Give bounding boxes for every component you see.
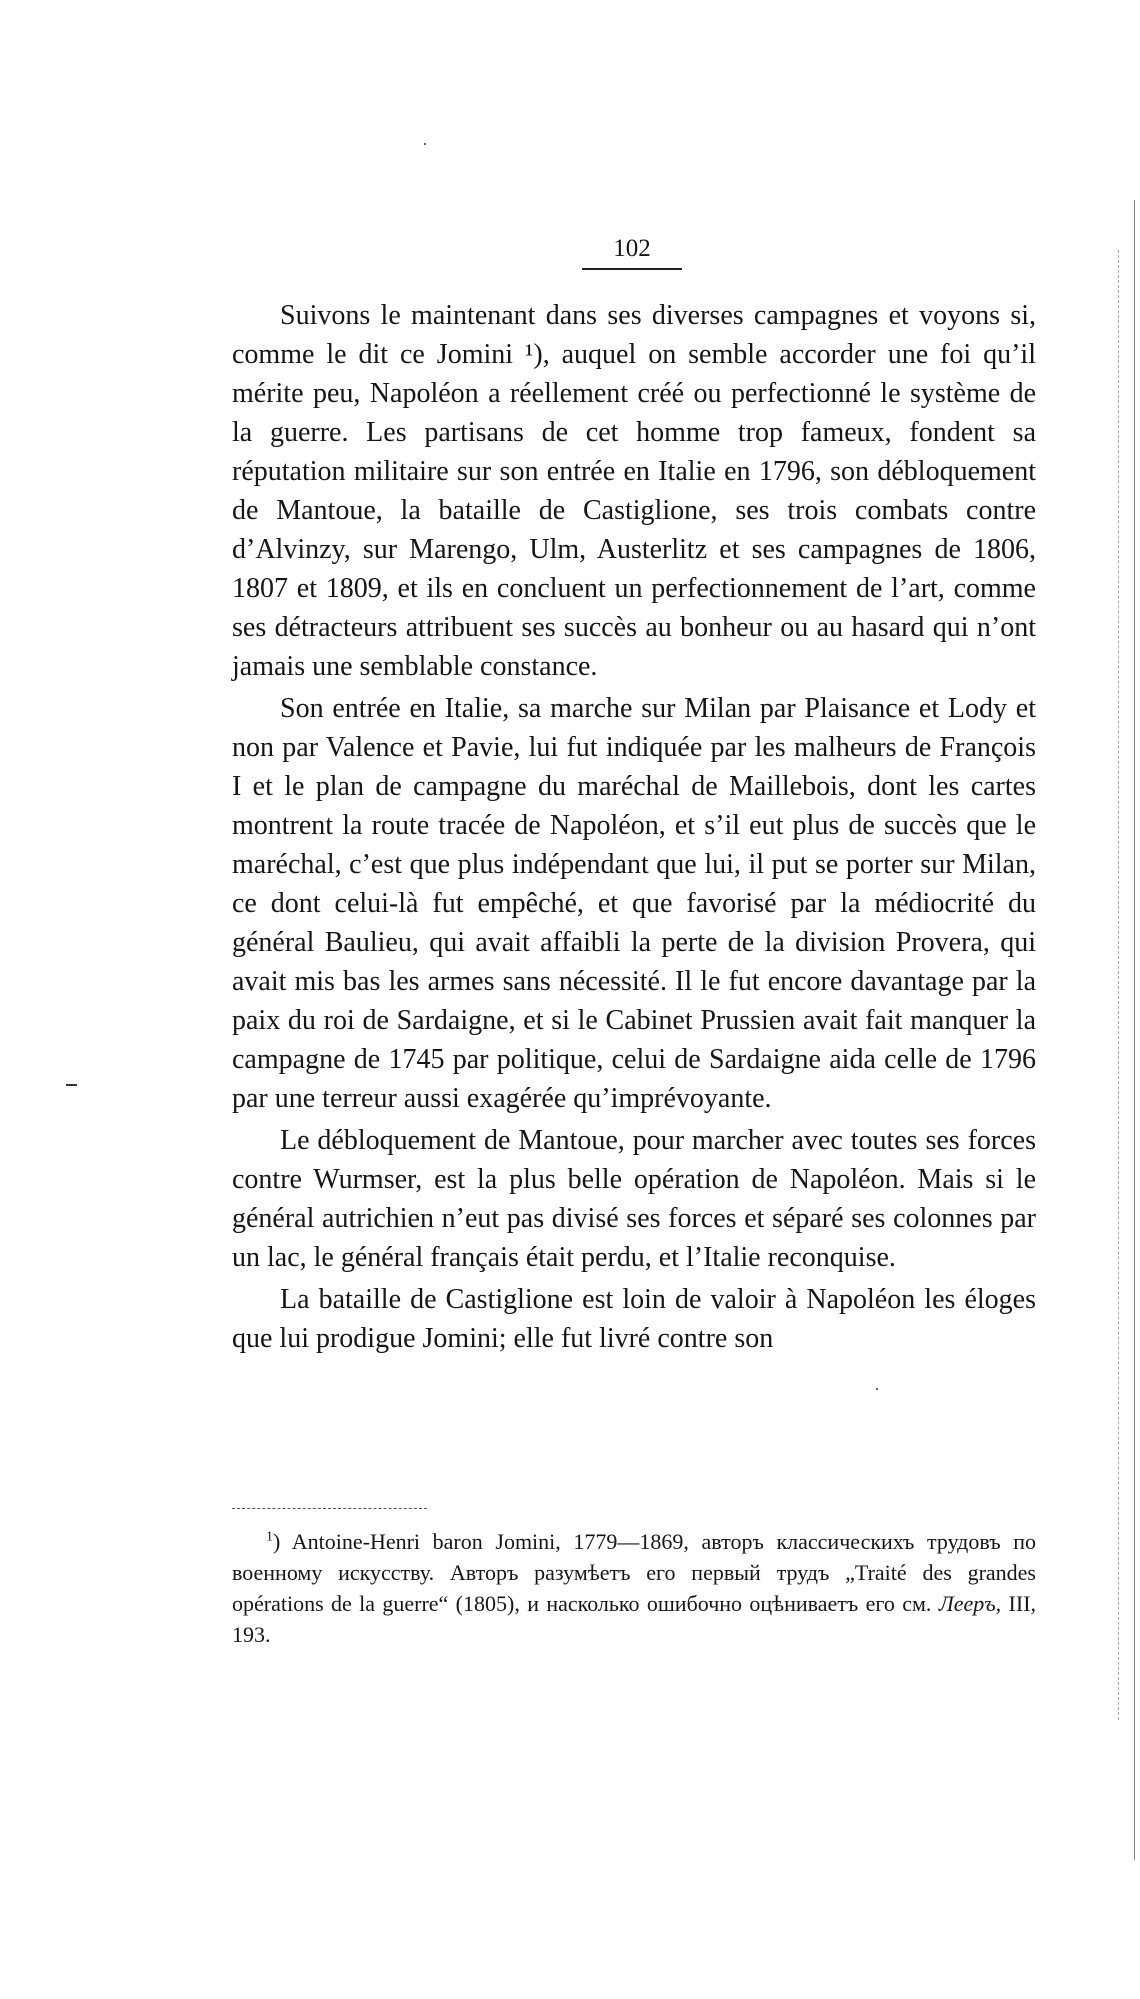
margin-mark [66,1084,77,1086]
scan-speck [424,143,426,145]
scan-speck [876,1388,878,1390]
page-number: 102 [613,235,651,262]
footnote-marker: 1 [266,1529,273,1545]
footnote-author: Лееръ, [938,1591,1002,1616]
paragraph: Suivons le maintenant dans ses diverses campagnes et voyons si, comme le dit ce Jomini ¹), auquel on semble accorder une foi qu’il mérite peu, Napoléon a réellement créé ou perfectionné le système de la guerre. Les partisans de cet homme trop fameux, fondent sa réputation militaire sur son entrée en Italie en 1796, son débloquement de Mantoue, la bataille de Castiglione, ses trois combats contre d’Alvinzy, sur Marengo, Ulm, Austerlitz et ses campagnes de 1806, 1807 et 1809, et ils en concluent un perfectionnement de l’art, comme ses détracteurs attribuent ses succès au bonheur ou au hasard qui n’ont jamais une semblable constance. [232,300,1036,682]
footnote [232,1526,1036,1650]
body-text [232,296,1036,1361]
page-edge-ticks [1118,250,1119,1720]
footnote-separator [232,1508,427,1509]
footnote-text: ) Antoine-Henri baron Jomini, 1779—1869, авторъ классическихъ трудовъ по военному искусству. Авторъ разумѣетъ его первый трудъ „Traité des grandes opérations de la guerre“ (1805), и насколько ошибочно оцѣниваетъ его см. [232,1529,1036,1616]
page-number-rule [582,268,682,270]
page-edge-line [1134,200,1135,1860]
paragraph: La bataille de Castiglione est loin de valoir à Napoléon les éloges que lui prodigue Jomini; elle fut livré contre son [232,1284,1036,1354]
paragraph: Son entrée en Italie, sa marche sur Milan par Plaisance et Lody et non par Valence et Pavie, lui fut indiquée par les malheurs de François I et le plan de campagne du maréchal de Maillebois, dont les cartes montrent la route tracée de Napoléon, et s’il eut plus de succès que le maréchal, c’est que plus indépendant que lui, il put se porter sur Milan, ce dont celui-là fut empêché, et que favorisé par la médiocrité du général Baulieu, qui avait affaibli la perte de la division Provera, qui avait mis bas les armes sans nécessité. Il le fut encore davantage par la paix du roi de Sardaigne, et si le Cabinet Prussien avait fait manquer la campagne de 1745 par politique, celui de Sardaigne aida celle de 1796 par une terreur aussi exagérée qu’imprévoyante. [232,693,1036,1114]
footnote-reference: III, 193. [232,1591,1037,1647]
paragraph: Le débloquement de Mantoue, pour marcher avec toutes ses forces contre Wurmser, est la plus belle opération de Napoléon. Mais si le général autrichien n’eut pas divisé ses forces et séparé ses colonnes par un lac, le général français était perdu, et l’Italie reconquise. [232,1125,1036,1273]
